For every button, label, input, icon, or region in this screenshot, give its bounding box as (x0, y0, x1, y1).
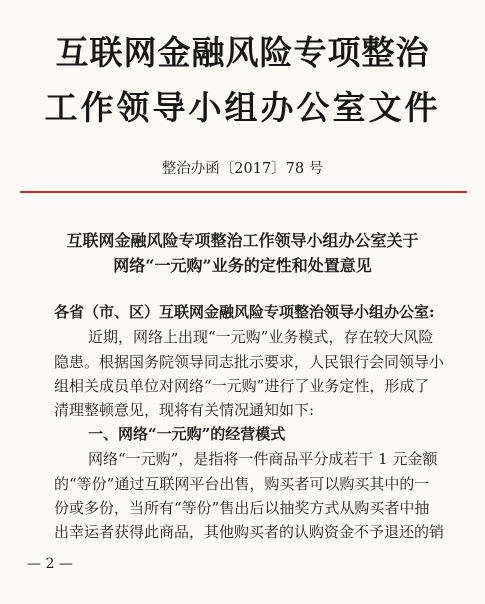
notice-title-line-2: 网络“一元购”业务的定性和处置意见 (113, 256, 372, 275)
issuer-title-line-1: 互联网金融风险专项整治 (55, 33, 430, 72)
section-1-line: 份或多份，当所有“等份”售出后以抽奖方式从购买者中抽 (54, 499, 430, 517)
intro-paragraph-line: 隐患。根据国务院领导同志批示要求，人民银行会同领导小 (54, 353, 445, 371)
addressee: 各省（市、区）互联网金融风险专项整治领导小组办公室: (54, 303, 435, 321)
section-1-heading: 一、网络“一元购”的经营模式 (88, 425, 286, 443)
page-number: — 2 — (27, 556, 73, 572)
header-divider (20, 191, 467, 193)
issuer-title-line-2: 工作领导小组办公室文件 (44, 88, 441, 127)
section-1-line: 的“等份”通过互联网平台出售，购买者可以购买其中的一 (54, 475, 430, 493)
notice-title-line-1: 互联网金融风险专项整治工作领导小组办公室关于 (66, 231, 419, 250)
section-1-line: 出幸运者获得此商品，其他购买者的认购资金不予退还的销 (54, 523, 445, 541)
intro-paragraph-line: 清理整顿意见，现将有关情况通知如下: (54, 401, 315, 419)
document-number: 整治办函〔2017〕78 号 (161, 161, 324, 177)
section-1-line: 网络“一元购”，是指将一件商品平分成若干 1 元金额 (88, 450, 438, 468)
intro-paragraph-line: 近期，网络上出现“一元购”业务模式，存在较大风险 (88, 328, 434, 346)
intro-paragraph-line: 组相关成员单位对网络“一元购”进行了业务定性，形成了 (54, 377, 430, 395)
